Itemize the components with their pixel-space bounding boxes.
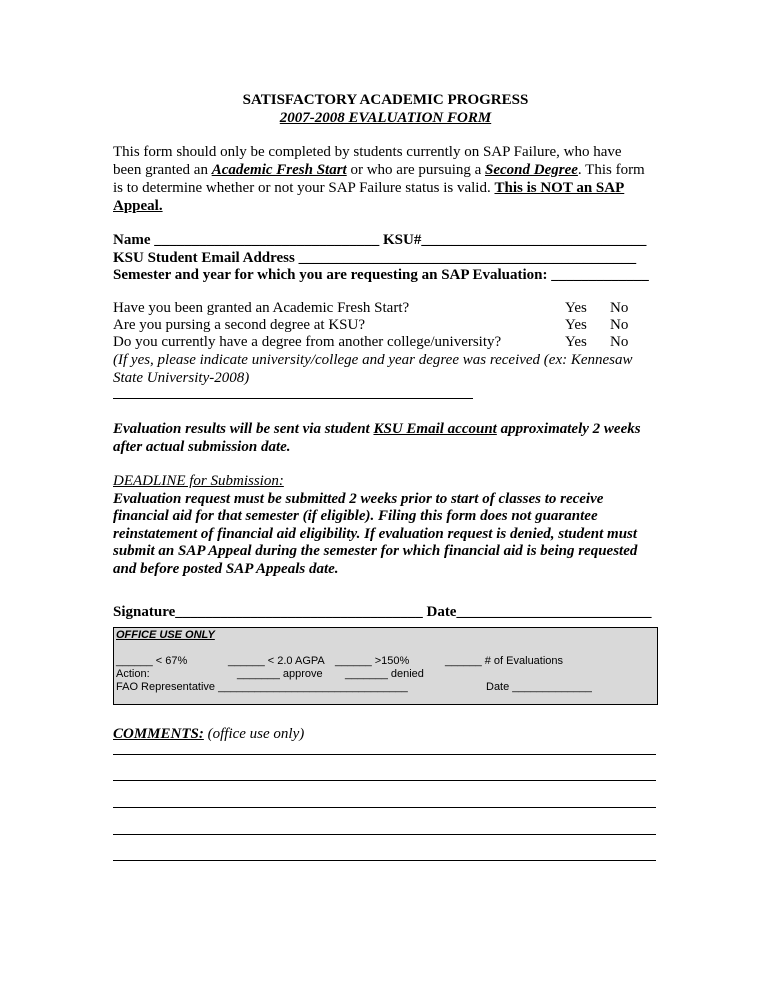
comment-line[interactable] <box>113 834 656 835</box>
signature-date-field[interactable]: Signature_________________________________ Date__________________________ <box>113 604 652 620</box>
comments-label <box>113 725 304 743</box>
deadline-heading: DEADLINE for Submission: <box>113 473 284 489</box>
under-67-percent-field[interactable]: ______ < 67% <box>116 655 188 667</box>
action-label: Action: <box>116 668 150 680</box>
ksu-email-account-term: KSU Email account <box>373 421 497 437</box>
results-line-2: after actual submission date. <box>113 439 291 455</box>
intro-text: or who are pursuing a <box>346 162 486 178</box>
evaluations-count-field[interactable]: ______ # of Evaluations <box>445 655 564 667</box>
if-yes-instruction-1: (If yes, please indicate university/college and year degree was received (ex: Kennesaw <box>113 352 633 368</box>
email-field[interactable]: KSU Student Email Address _____________________________________________ <box>113 250 637 266</box>
question-other-degree: Do you currently have a degree from another college/university? <box>113 334 502 350</box>
intro-line-3 <box>113 179 624 197</box>
name-ksu-field[interactable]: Name ______________________________ KSU#______________________________ <box>113 232 647 248</box>
other-degree-no[interactable]: No <box>610 334 629 350</box>
intro-line-2 <box>113 161 645 179</box>
agpa-field[interactable]: ______ < 2.0 AGPA <box>228 655 325 667</box>
other-degree-yes[interactable]: Yes <box>565 334 587 350</box>
intro-text: been granted an <box>113 162 212 178</box>
second-degree-term: Second Degree <box>485 162 578 178</box>
form-subtitle: 2007-2008 EVALUATION FORM <box>279 110 492 126</box>
semester-field[interactable]: Semester and year for which you are requesting an SAP Evaluation: _____________ <box>113 267 649 283</box>
over-150-percent-field[interactable]: ______ >150% <box>335 655 410 667</box>
comments-note: (office use only) <box>203 726 305 742</box>
deadline-line: reinstatement of financial aid eligibility. If evaluation request is denied, student must <box>113 526 638 542</box>
intro-text: is to determine whether or not your SAP Failure status is valid. <box>113 180 495 196</box>
academic-fresh-start-term: Academic Fresh Start <box>211 162 347 178</box>
intro-line-1: This form should only be completed by students currently on SAP Failure, who have <box>113 144 622 160</box>
second-degree-yes[interactable]: Yes <box>565 317 587 333</box>
question-second-degree: Are you pursing a second degree at KSU? <box>113 317 366 333</box>
second-degree-no[interactable]: No <box>610 317 629 333</box>
form-title: SATISFACTORY ACADEMIC PROGRESS <box>242 92 529 108</box>
intro-text: . This form <box>577 162 645 178</box>
comments-heading: COMMENTS: <box>113 726 204 742</box>
degree-answer-line[interactable] <box>113 398 473 399</box>
office-date-field[interactable]: Date _____________ <box>486 681 592 693</box>
results-text: Evaluation results will be sent via student <box>113 421 374 437</box>
results-line-1 <box>113 420 641 438</box>
results-text: approximately 2 weeks <box>496 421 641 437</box>
comment-line[interactable] <box>113 860 656 861</box>
deadline-line: and before posted SAP Appeals date. <box>113 561 339 577</box>
office-use-title: OFFICE USE ONLY <box>116 629 215 641</box>
question-fresh-start: Have you been granted an Academic Fresh Start? <box>113 300 410 316</box>
comment-line[interactable] <box>113 807 656 808</box>
if-yes-instruction-2: State University-2008) <box>113 370 250 386</box>
office-use-box <box>113 627 658 705</box>
deadline-line: financial aid for that semester (if eligible). Filing this form does not guarantee <box>113 508 598 524</box>
deadline-line: Evaluation request must be submitted 2 weeks prior to start of classes to receive <box>113 491 604 507</box>
comment-line[interactable] <box>113 754 656 755</box>
comment-line[interactable] <box>113 780 656 781</box>
denied-field[interactable]: _______ denied <box>345 668 424 680</box>
fresh-start-no[interactable]: No <box>610 300 629 316</box>
approve-field[interactable]: _______ approve <box>237 668 323 680</box>
not-appeal-notice: This is NOT an SAP <box>494 180 625 196</box>
intro-line-4: Appeal. <box>113 198 163 214</box>
fao-representative-field[interactable]: FAO Representative _______________________________ <box>116 681 408 693</box>
deadline-line: submit an SAP Appeal during the semester for which financial aid is being requested <box>113 543 638 559</box>
fresh-start-yes[interactable]: Yes <box>565 300 587 316</box>
